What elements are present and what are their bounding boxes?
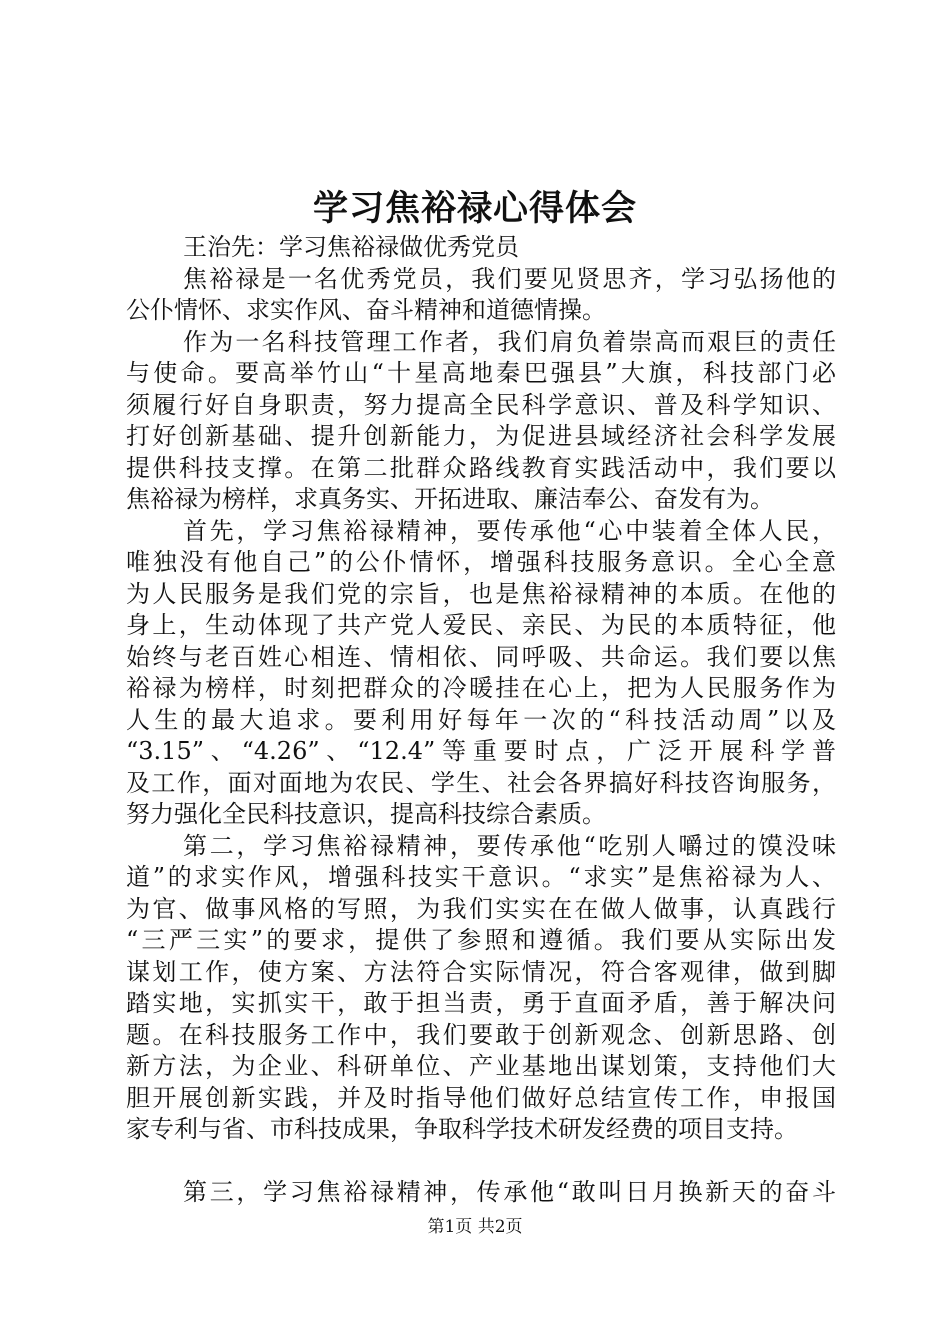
- text-line: 焦裕禄是一名优秀党员，我们要见贤思齐，学习弘扬他的: [183, 264, 836, 293]
- text-line: 及工作，面对面地为农民、学生、社会各界搞好科技咨询服务，: [126, 768, 836, 797]
- text-line: 为官、做事风格的写照，为我们实实在在做人做事，认真践行: [126, 894, 836, 923]
- document-body: [126, 232, 836, 1209]
- text-line: 首先，学习焦裕禄精神，要传承他“心中装着全体人民，: [183, 516, 836, 545]
- text-line: 焦裕禄为榜样，求真务实、开拓进取、廉洁奉公、奋发有为。: [126, 485, 774, 513]
- text-line: 为人民服务是我们党的宗旨，也是焦裕禄精神的本质。在他的: [126, 579, 836, 608]
- text-line: 努力强化全民科技意识，提高科技综合素质。: [126, 800, 606, 828]
- text-line: 第三，学习焦裕禄精神，传承他“敢叫日月换新天的奋斗: [183, 1178, 836, 1206]
- text-line: 裕禄为榜样，时刻把群众的冷暖挂在心上，把为人民服务作为: [126, 674, 836, 702]
- text-line: 谋划工作，使方案、方法符合实际情况，符合客观律，做到脚: [126, 957, 836, 986]
- text-line: 与使命。要高举竹山“十星高地秦巴强县”大旗，科技部门必: [126, 359, 836, 387]
- text-line: 道”的求实作风，增强科技实干意识。“求实”是焦裕禄为人、: [126, 863, 836, 891]
- text-line: 打好创新基础、提升创新能力，为促进县域经济社会科学发展: [126, 422, 836, 450]
- text-line: 始终与老百姓心相连、情相依、同呼吸、共命运。我们要以焦: [126, 642, 836, 671]
- text-line: 王治先：学习焦裕禄做优秀党员: [183, 233, 519, 261]
- text-line: 提供科技支撑。在第二批群众路线教育实践活动中，我们要以: [126, 453, 836, 482]
- text-line: 胆开展创新实践，并及时指导他们做好总结宣传工作，申报国: [126, 1083, 836, 1112]
- text-line: 踏实地，实抓实干，敢于担当责，勇于直面矛盾，善于解决问: [126, 989, 836, 1017]
- text-line: 第二，学习焦裕禄精神，要传承他“吃别人嚼过的馍没味: [183, 831, 836, 860]
- text-line: 身上，生动体现了共产党人爱民、亲民、为民的本质特征，他: [126, 611, 836, 639]
- page-footer: 第1页 共2页: [427, 1217, 523, 1237]
- text-line: 作为一名科技管理工作者，我们肩负着崇高而艰巨的责任: [183, 327, 836, 356]
- text-line: 唯独没有他自己”的公仆情怀，增强科技服务意识。全心全意: [126, 548, 836, 576]
- text-line: 公仆情怀、求实作风、奋斗精神和道德情操。: [126, 296, 606, 324]
- text-line: 题。在科技服务工作中，我们要敢于创新观念、创新思路、创: [126, 1020, 836, 1049]
- text-line: “三严三实”的要求，提供了参照和遵循。我们要从实际出发: [126, 926, 836, 954]
- text-line: 人生的最大追求。要利用好每年一次的“科技活动周”以及: [126, 705, 836, 734]
- text-line: 新方法，为企业、科研单位、产业基地出谋划策，支持他们大: [126, 1052, 836, 1080]
- paragraph-gap: [126, 1146, 836, 1178]
- document-title: 学习焦裕禄心得体会: [312, 188, 637, 229]
- text-line: 须履行好自身职责，努力提高全民科学意识、普及科学知识、: [126, 390, 836, 419]
- text-line: 家专利与省、市科技成果，争取科学技术研发经费的项目支持。: [126, 1115, 798, 1143]
- text-line: “3.15”、“4.26”、“12.4”等重要时点，广泛开展科学普: [126, 737, 836, 765]
